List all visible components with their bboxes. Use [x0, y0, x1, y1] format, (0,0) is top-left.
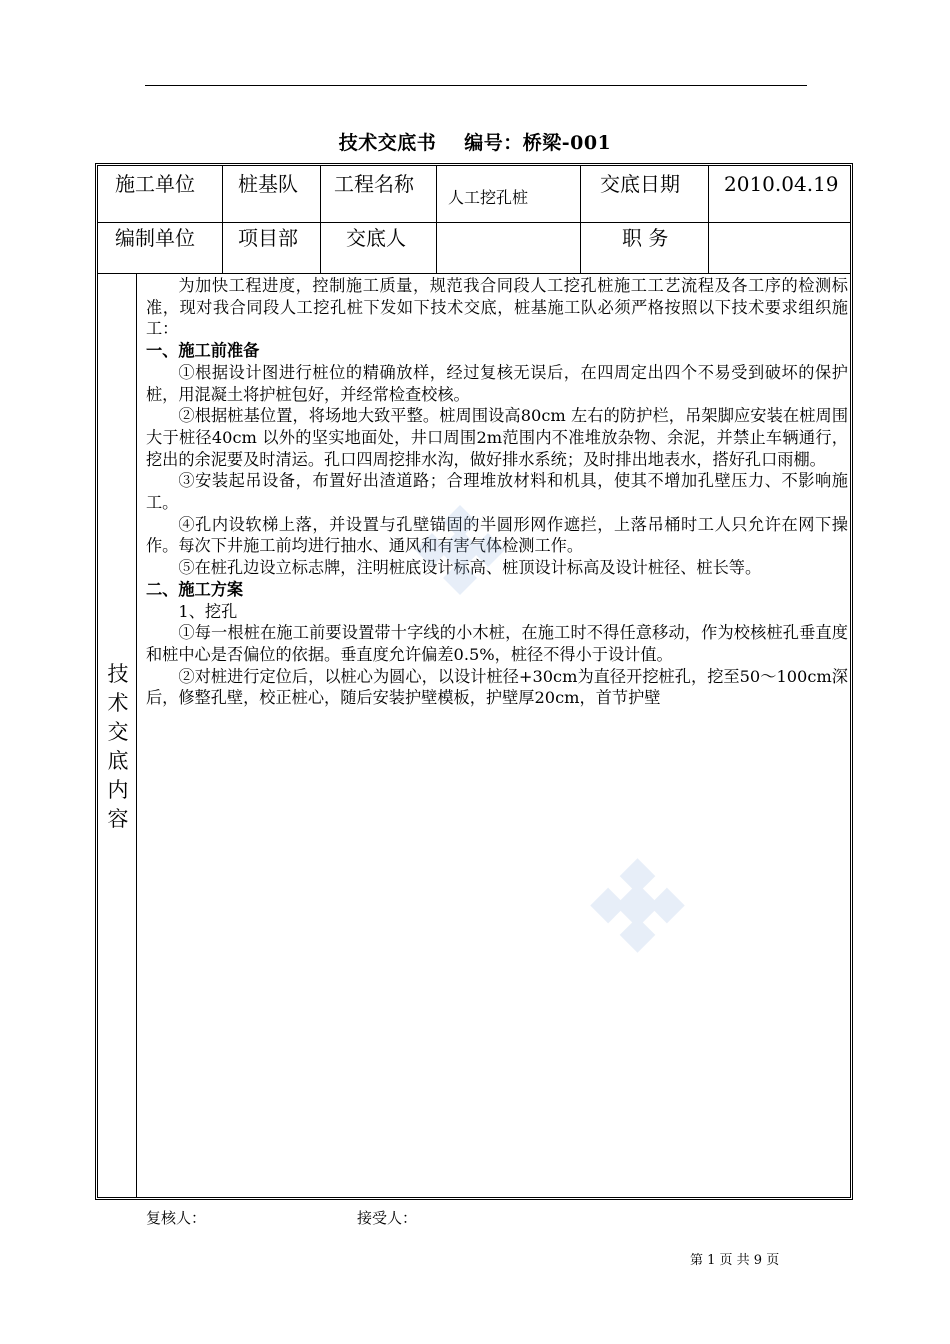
- label-construction-unit: 施工单位: [115, 172, 195, 196]
- row-divider-2: [98, 273, 850, 274]
- handover-date-value: 2010.04.19: [724, 172, 839, 196]
- row-divider-1: [98, 222, 850, 223]
- project-name-value: 人工挖孔桩: [448, 188, 529, 207]
- side-label-char: 底: [107, 749, 129, 773]
- col-divider-1: [222, 166, 223, 273]
- side-label-char: 术: [107, 691, 129, 715]
- header-rule: [145, 85, 807, 86]
- paragraph: ④孔内设软梯上落，并设置与孔壁锚固的半圆形网作遮拦，上落吊桶时工人只允许在网下操作。每次下井施工前均进行抽水、通风和有害气体检测工作。: [146, 514, 848, 556]
- title-text: 技术交底书: [338, 132, 437, 154]
- paragraph: ②根据桩基位置，将场地大致平整。桩周围设高80cm 左右的防护栏，吊架脚应安装在桩周围大于桩径40cm 以外的坚实地面处，井口周围2m范围内不准堆放杂物、余泥，并禁止车辆通行，挖出的余泥要及时清运。孔口四周挖排水沟，做好排水系统；及时排出地表水，搭好孔口雨棚。: [146, 406, 848, 469]
- side-label-char: 容: [107, 807, 129, 831]
- paragraph: ③安装起吊设备，布置好出渣道路；合理堆放材料和机具，使其不增加孔壁压力、不影响施工。: [146, 471, 848, 513]
- side-label-char: 交: [107, 720, 129, 744]
- col-divider-3: [436, 166, 437, 273]
- compiling-unit-value: 项目部: [238, 226, 298, 250]
- technical-content-body: [146, 275, 848, 709]
- paragraph: ②对桩进行定位后，以桩心为圆心，以设计桩径+30cm为直径开挖桩孔，挖至50～100cm深后，修整孔壁，校正桩心，随后安装护壁模板，护壁厚20cm，首节护壁: [146, 666, 848, 708]
- watermark-logo-icon: [585, 853, 690, 958]
- label-handover-date: 交底日期: [600, 172, 680, 196]
- receiver-label: 接受人：: [357, 1209, 418, 1227]
- col-divider-4: [580, 166, 581, 273]
- page-number: 第 1 页 共 9 页: [690, 1253, 780, 1268]
- label-handover-person: 交底人: [346, 226, 406, 250]
- section-heading: 二、施工方案: [146, 579, 244, 599]
- paragraph: ①每一根桩在施工前要设置带十字线的小木桩，在施工时不得任意移动，作为校核桩孔垂直度和桩中心是否偏位的依据。垂直度允许偏差0.5%，桩径不得小于设计值。: [146, 623, 848, 664]
- paragraph: ①根据设计图进行桩位的精确放样，经过复核无误后，在四周定出四个不易受到破坏的保护桩，用混凝土将护桩包好，并经常检查校核。: [146, 362, 848, 404]
- side-label-char: 技: [107, 662, 129, 686]
- col-divider-2: [320, 166, 321, 273]
- document-title: [0, 128, 950, 155]
- construction-unit-value: 桩基队: [238, 172, 298, 196]
- paragraph: ⑤在桩孔边设立标志牌，注明桩底设计标高、桩顶设计标高及设计桩径、桩长等。: [178, 558, 762, 578]
- watermark-logo-icon: [410, 500, 510, 600]
- col-divider-5: [708, 166, 709, 273]
- paragraph: 1、挖孔: [178, 601, 238, 621]
- label-position: 职 务: [622, 226, 669, 250]
- side-label-technical-content: [100, 660, 136, 834]
- paragraph: 为加快工程进度，控制施工质量，规范我合同段人工挖孔桩施工工艺流程及各工序的检测标准，现对我合同段人工挖孔桩下发如下技术交底，桩基施工队必须严格按照以下技术要求组织施工：: [146, 276, 848, 339]
- label-compiling-unit: 编制单位: [115, 226, 195, 250]
- side-label-char: 内: [107, 778, 129, 802]
- section-heading: 一、施工前准备: [146, 341, 260, 361]
- reviewer-label: 复核人：: [146, 1209, 207, 1227]
- label-project-name: 工程名称: [334, 172, 414, 196]
- document-number: 编号：桥梁-001: [464, 132, 612, 154]
- side-column-divider: [136, 273, 137, 1197]
